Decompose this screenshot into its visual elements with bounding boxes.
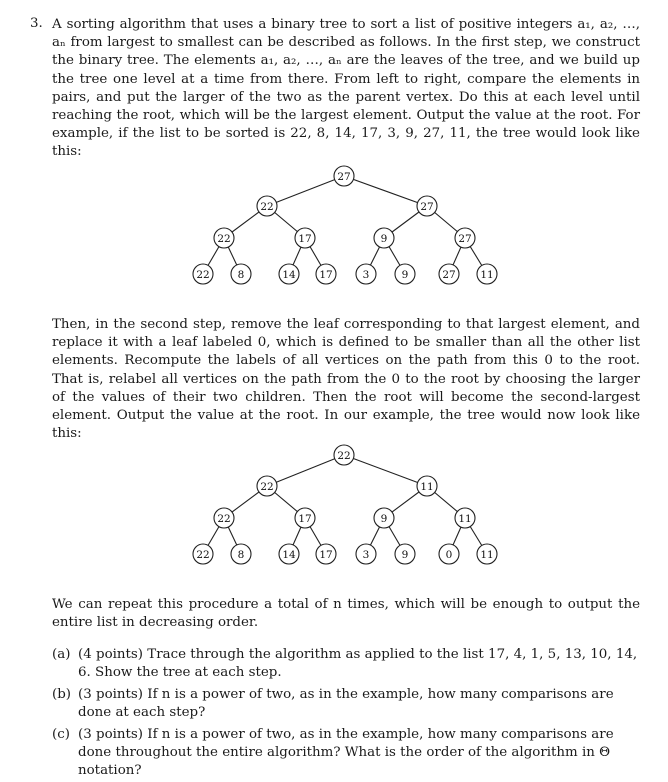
svg-text:17: 17 [298, 513, 312, 525]
tree1-leaf [395, 264, 415, 284]
tree2-leaf [279, 544, 299, 564]
problem-number: 3. [30, 16, 43, 31]
tree1-node [257, 196, 277, 216]
tree1-leaf [477, 264, 497, 284]
svg-text:22: 22 [337, 450, 351, 462]
tree1-node [417, 196, 437, 216]
svg-text:17: 17 [319, 549, 333, 561]
tree2-node [295, 508, 315, 528]
svg-text:22: 22 [196, 549, 210, 561]
svg-text:9: 9 [380, 233, 388, 245]
svg-text:14: 14 [282, 549, 296, 561]
tree2-node [374, 508, 394, 528]
svg-text:0: 0 [445, 549, 453, 561]
svg-text:11: 11 [420, 481, 434, 493]
svg-text:27: 27 [420, 201, 434, 213]
svg-text:22: 22 [260, 481, 274, 493]
tree1-leaf [316, 264, 336, 284]
tree-2 [193, 445, 497, 564]
svg-text:9: 9 [401, 549, 409, 561]
part-c-label: (c) [52, 727, 70, 742]
svg-text:11: 11 [458, 513, 472, 525]
svg-text:8: 8 [237, 549, 245, 561]
tree2-node [214, 508, 234, 528]
svg-text:27: 27 [337, 171, 351, 183]
svg-text:3: 3 [362, 549, 370, 561]
tree2-leaf [193, 544, 213, 564]
tree2-node [417, 476, 437, 496]
tree2-leaf [231, 544, 251, 564]
problem-intro: A sorting algorithm that uses a binary tree to sort a list of positive integers a₁, a₂, …, aₙ from largest to smallest can be described as follows. In the first step, we construct the binary tree. The elements a₁, a₂, …, aₙ are the leaves of the tree, and we build up the tree one level at a time from there. From left to right, compare the elements in pairs, and put the larger of the two as the parent vertex. Do this at each level until reaching the root, which will be the largest element. Output the value at the root. For example, if the list to be sorted is 22, 8, 14, 17, 3, 9, 27, 11, the tree would look like this: [52, 17, 640, 160]
part-b-label: (b) [52, 687, 72, 702]
svg-text:11: 11 [480, 269, 494, 281]
svg-text:22: 22 [260, 201, 274, 213]
tree1-node [214, 228, 234, 248]
svg-text:22: 22 [217, 233, 231, 245]
tree1-leaf [356, 264, 376, 284]
tree1-leaf [193, 264, 213, 284]
svg-text:17: 17 [319, 269, 333, 281]
tree1-node [295, 228, 315, 248]
tree2-leaf [439, 544, 459, 564]
tree1-node [455, 228, 475, 248]
svg-text:8: 8 [237, 269, 245, 281]
tree1-node [374, 228, 394, 248]
part-a-text: (4 points) Trace through the algorithm as applied to the list 17, 4, 1, 5, 13, 10, 14, 6. Show the tree at each step. [78, 647, 638, 681]
tree2-leaf [395, 544, 415, 564]
svg-text:9: 9 [380, 513, 388, 525]
part-c-text: (3 points) If n is a power of two, as in the example, how many comparisons are done throughout the entire algorithm? What is the order of the algorithm in Θ notation? [78, 727, 614, 779]
tree2-leaf [316, 544, 336, 564]
svg-text:27: 27 [458, 233, 472, 245]
tree1-leaf [279, 264, 299, 284]
tree2-root-node [334, 445, 354, 465]
tree2-leaf [356, 544, 376, 564]
part-b-text: (3 points) If n is a power of two, as in the example, how many comparisons are done at each step? [78, 687, 614, 721]
repeat-paragraph: We can repeat this procedure a total of n times, which will be enough to output the entire list in decreasing order. [52, 597, 640, 631]
svg-text:22: 22 [217, 513, 231, 525]
svg-text:3: 3 [362, 269, 370, 281]
second-step-paragraph: Then, in the second step, remove the leaf corresponding to that largest element, and replace it with a leaf labeled 0, which is defined to be smaller than all the other list elements. Recompute the labels of all vertices on the path from this 0 to the root. That is, relabel all vertices on the path from the 0 to the root by choosing the larger of the values of their two children. Then the root will become the second-largest element. Output the value at the root. In our example, the tree would now look like this: [52, 317, 640, 442]
svg-text:14: 14 [282, 269, 296, 281]
svg-text:22: 22 [196, 269, 210, 281]
tree1-root-node [334, 166, 354, 186]
svg-text:9: 9 [401, 269, 409, 281]
tree1-leaf [439, 264, 459, 284]
svg-text:27: 27 [442, 269, 456, 281]
svg-text:11: 11 [480, 549, 494, 561]
tree2-leaf [477, 544, 497, 564]
tree2-node [257, 476, 277, 496]
tree2-node [455, 508, 475, 528]
tree1-leaf [231, 264, 251, 284]
part-a-label: (a) [52, 647, 71, 662]
tree-1 [193, 166, 497, 284]
svg-text:17: 17 [298, 233, 312, 245]
